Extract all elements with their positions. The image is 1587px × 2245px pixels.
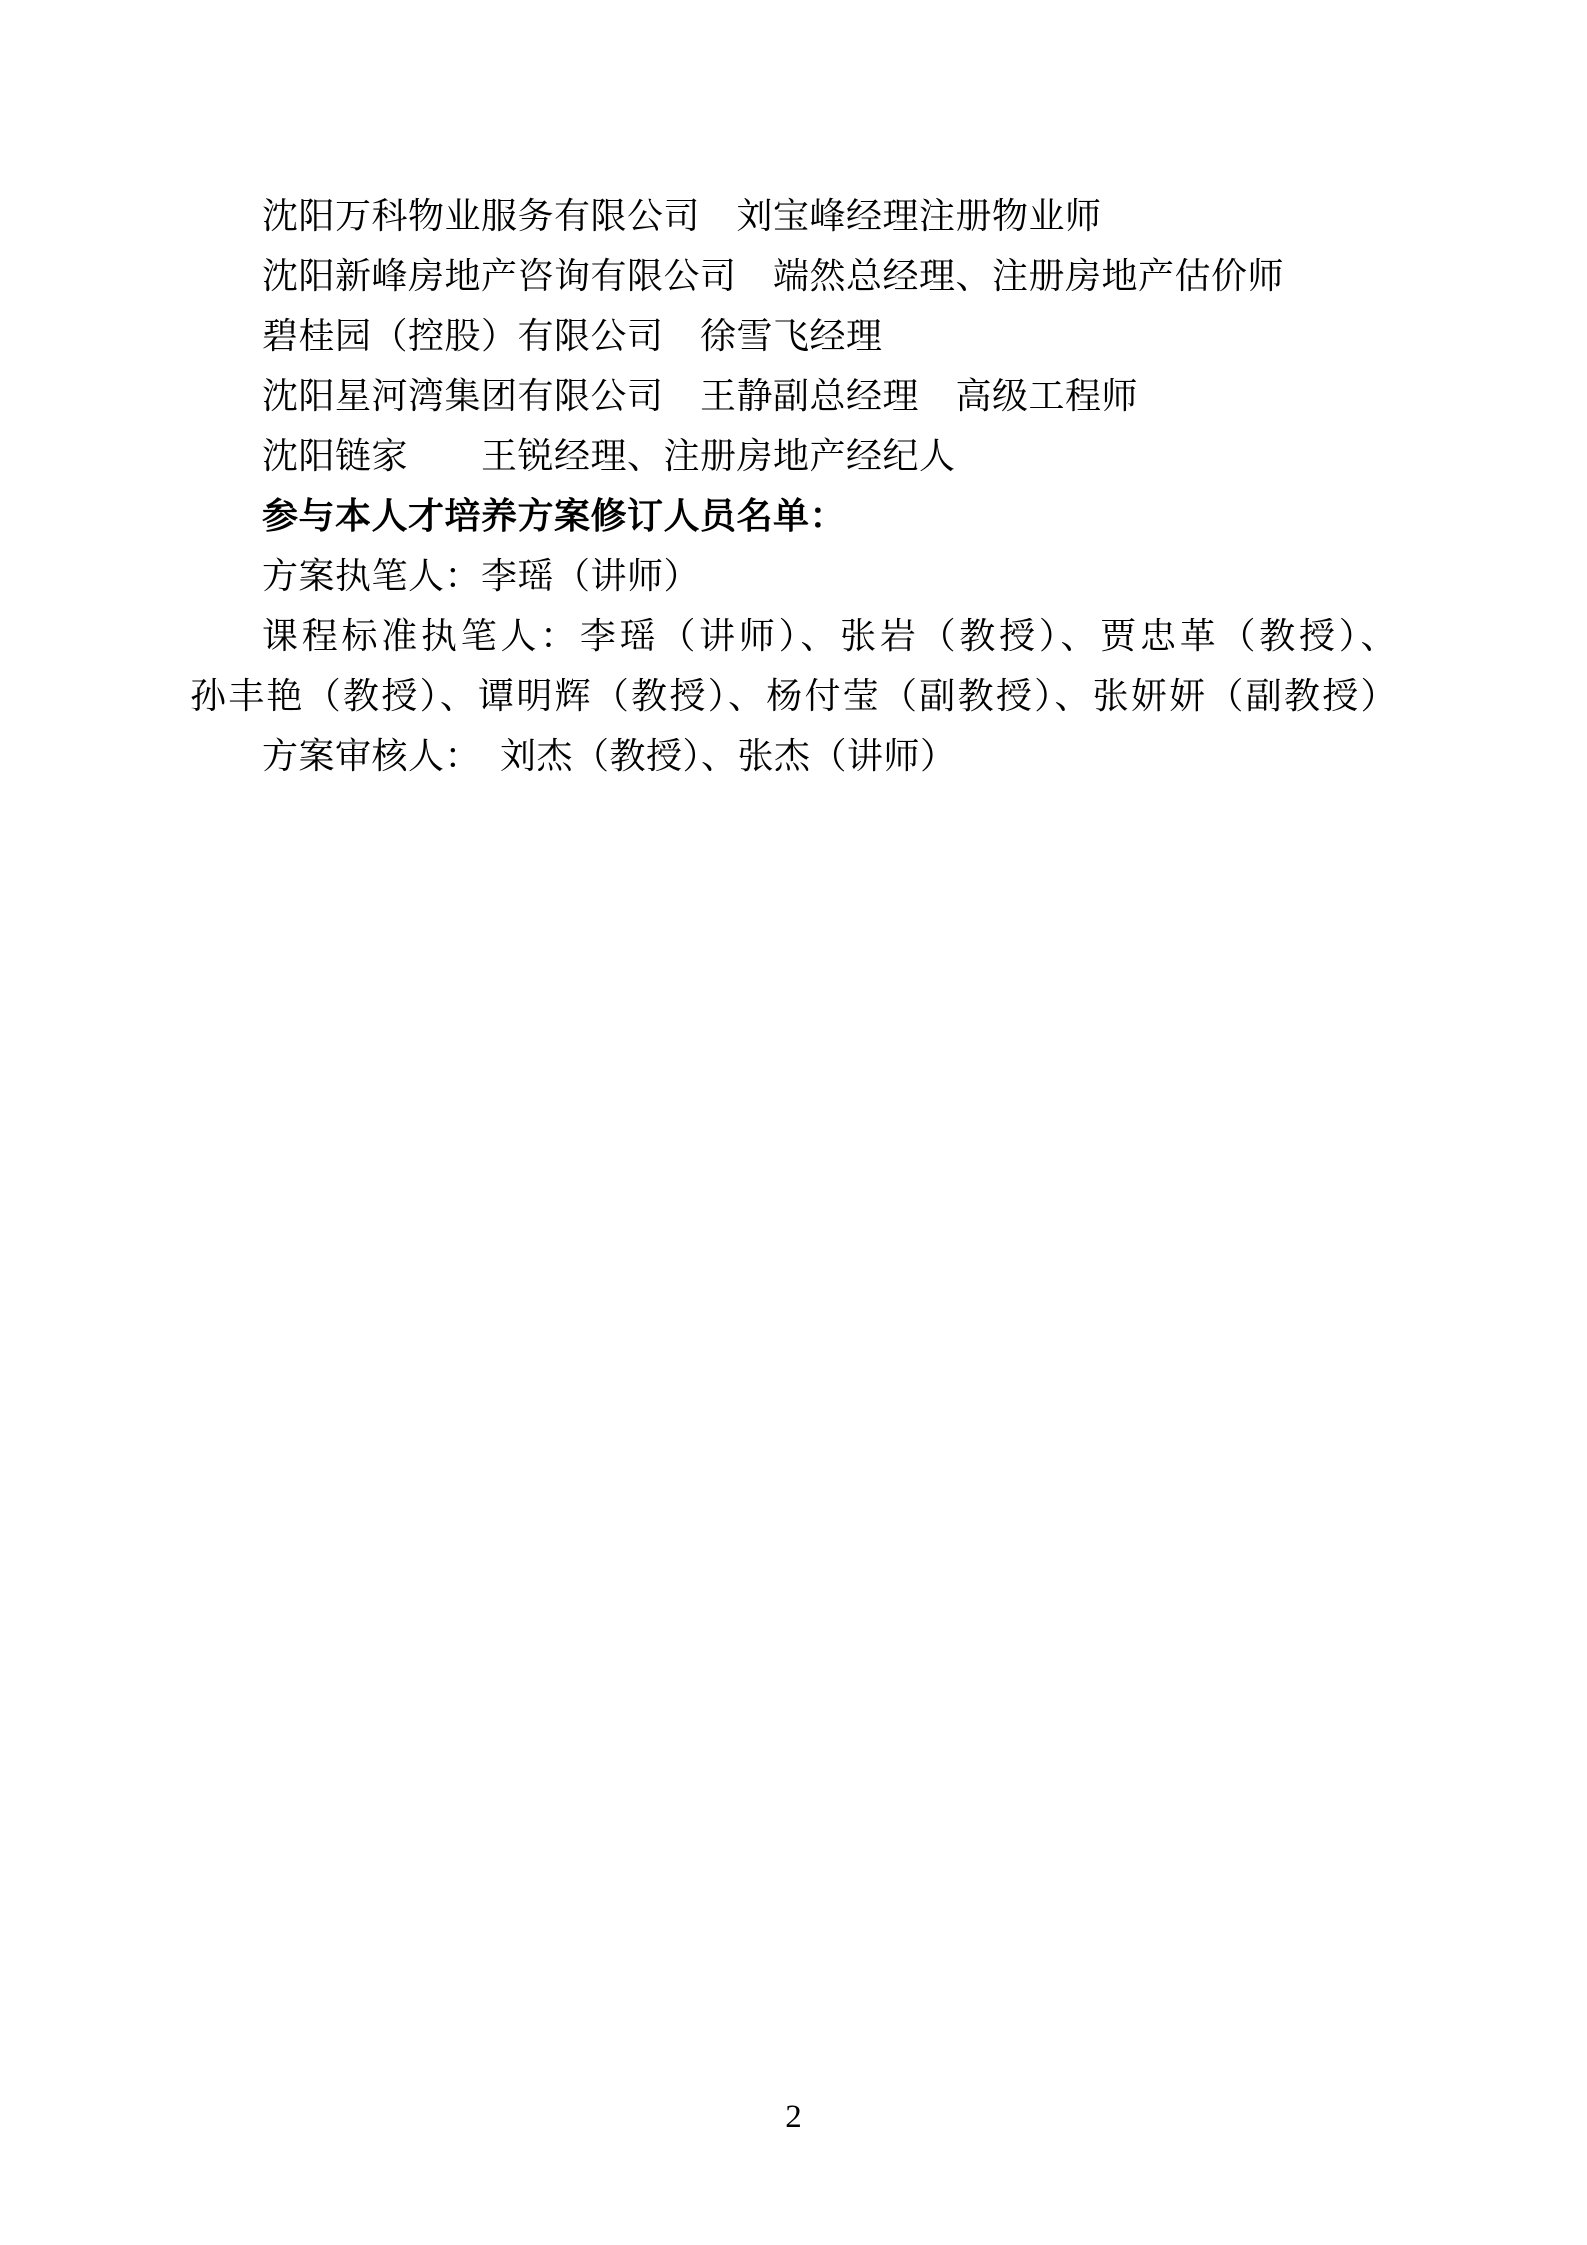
line-company-country-garden: 碧桂园（控股）有限公司 徐雪飞经理 [262,316,883,356]
line-course-standard-writers-part1: 课程标准执笔人：李瑶（讲师）、张岩（教授）、贾忠革（教授）、 [262,616,1397,656]
text-block [190,186,1397,786]
heading-revision-personnel-list: 参与本人才培养方案修订人员名单： [262,496,847,536]
line-company-lianjia: 沈阳链家 王锐经理、注册房地产经纪人 [262,436,956,476]
line-company-star-river-group: 沈阳星河湾集团有限公司 王静副总经理 高级工程师 [262,376,1139,416]
line-course-standard-writers-part2: 孙丰艳（教授）、谭明辉（教授）、杨付莹（副教授）、张妍妍（副教授） [190,676,1397,716]
line-plan-reviewers: 方案审核人： 刘杰（教授）、张杰（讲师） [262,736,957,776]
line-company-xinfeng-realestate: 沈阳新峰房地产咨询有限公司 端然总经理、注册房地产估价师 [262,256,1285,296]
line-company-vanke-property: 沈阳万科物业服务有限公司 刘宝峰经理注册物业师 [262,196,1102,236]
page-number: 2 [785,2099,802,2135]
line-plan-writer: 方案执笔人：李瑶（讲师） [262,556,701,596]
